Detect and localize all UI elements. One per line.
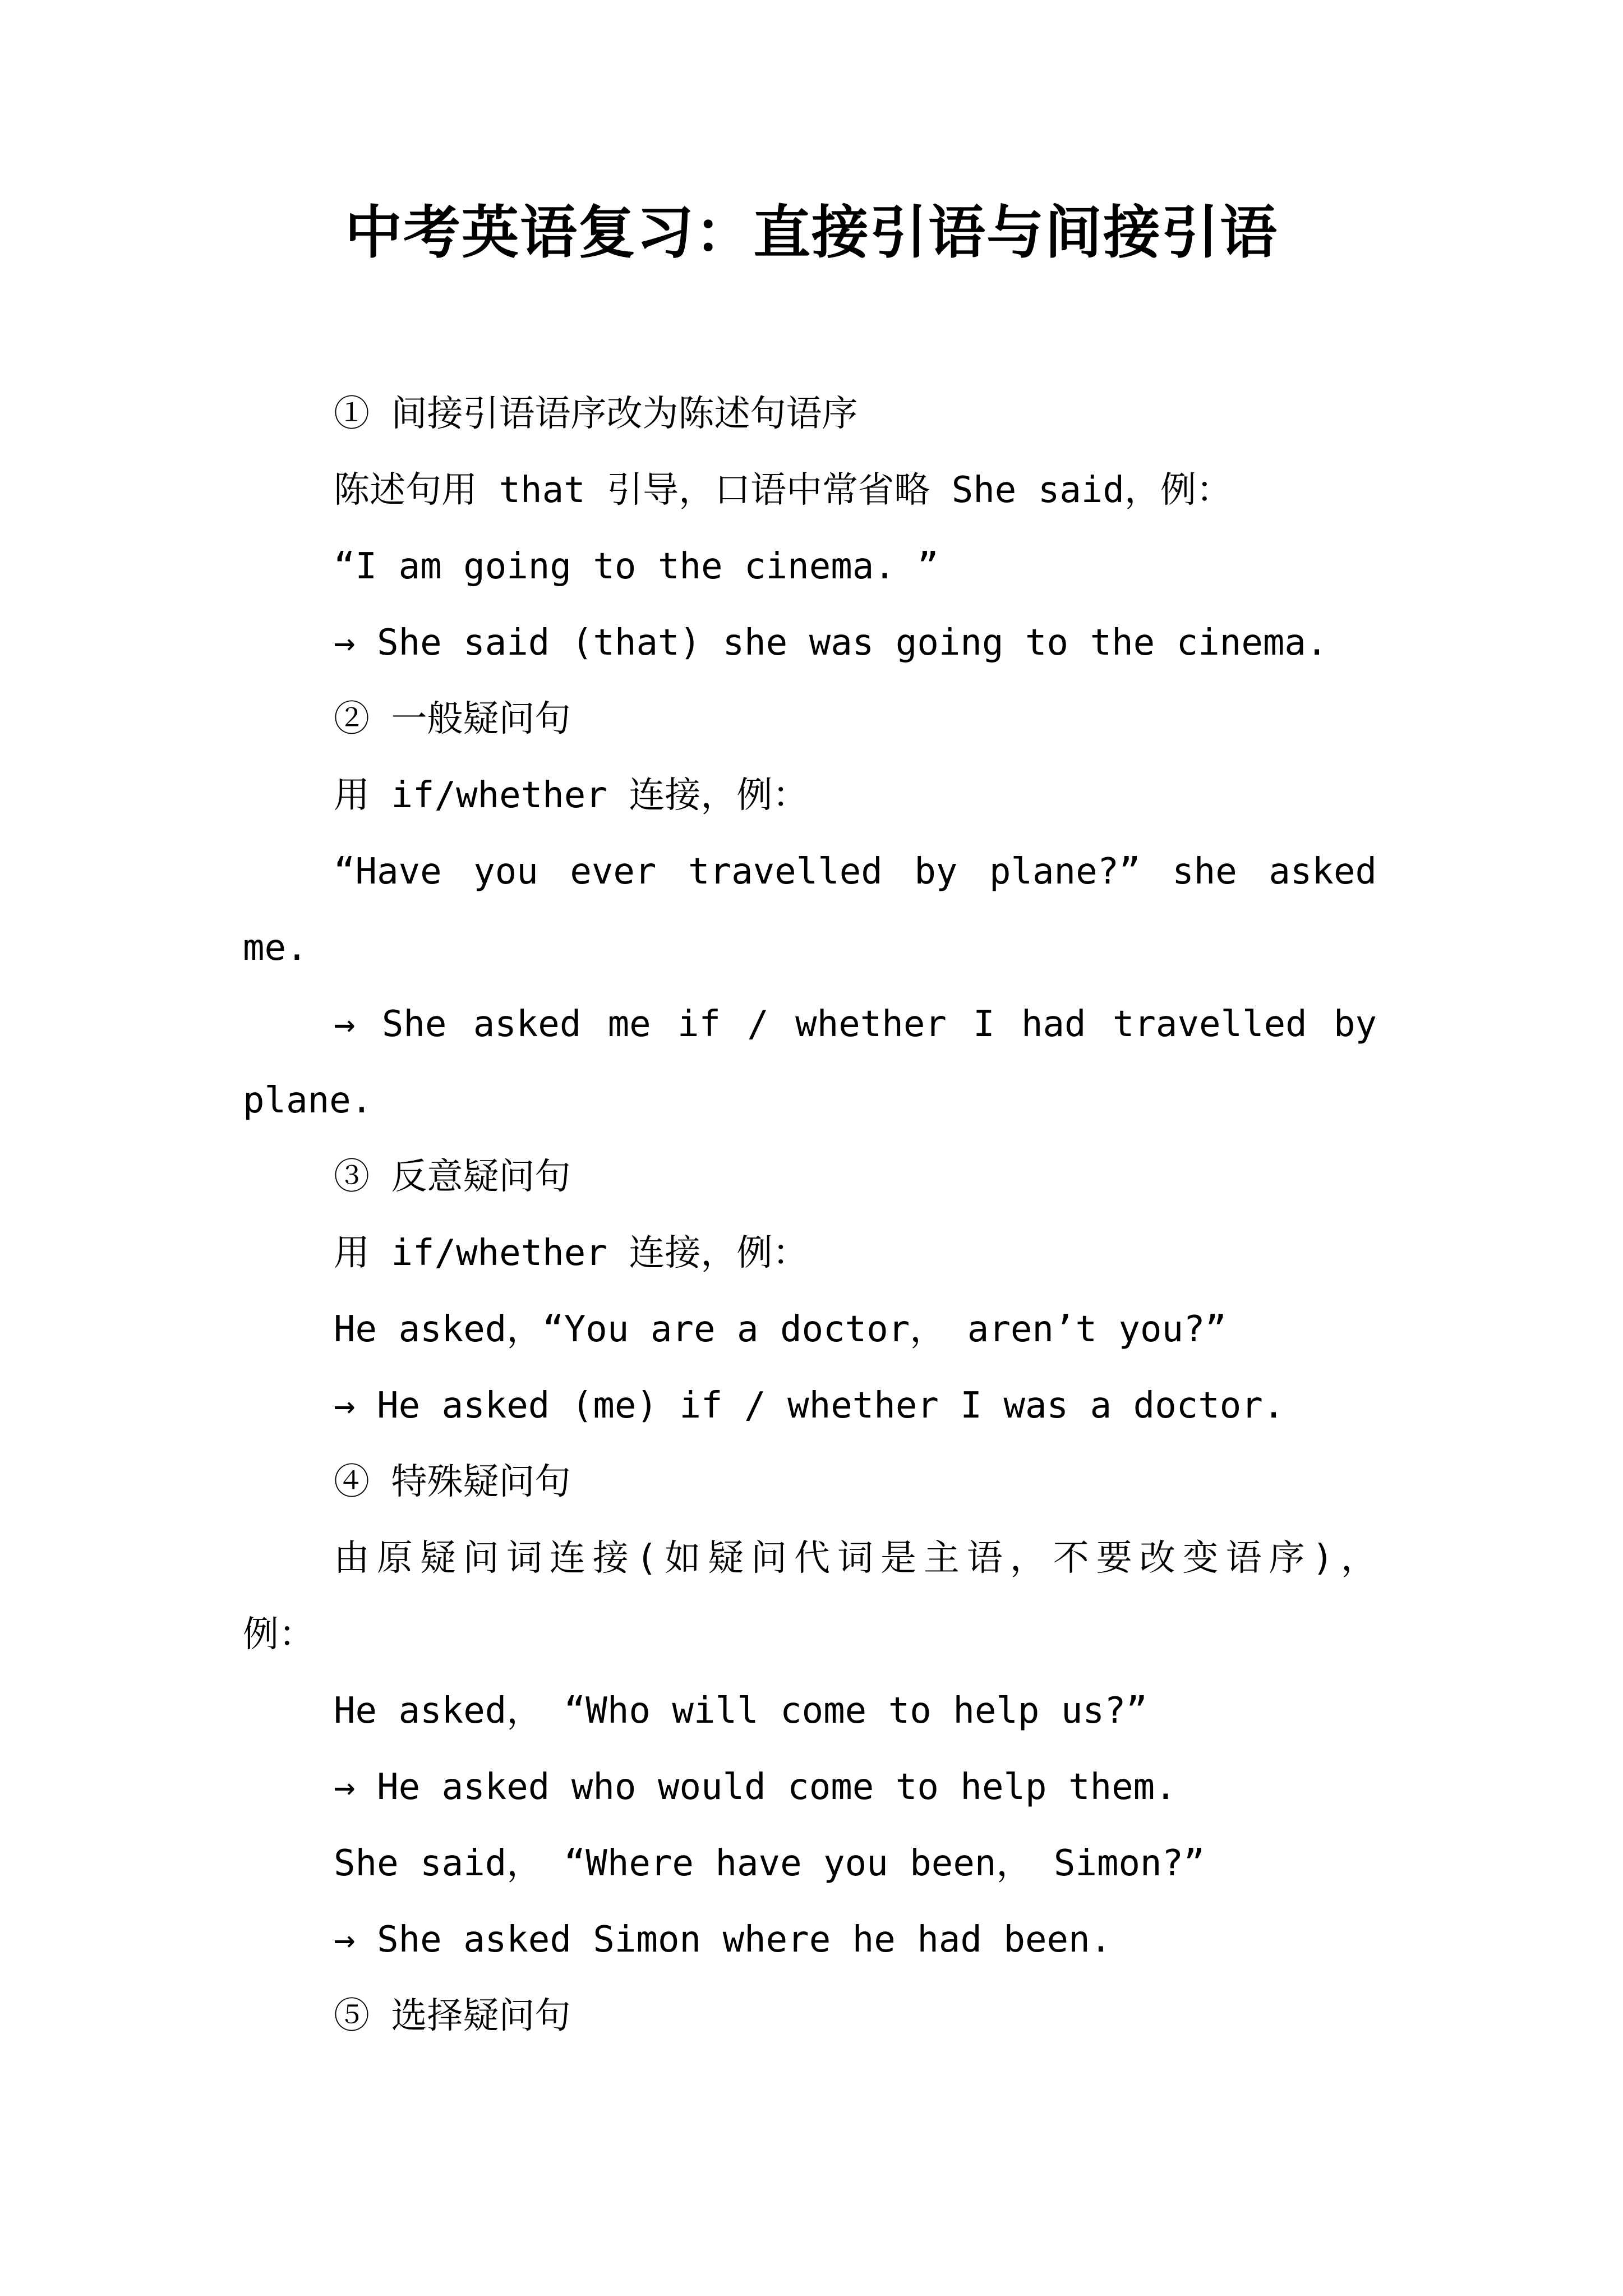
example-quote: She said， “Where have you been， Simon?” <box>334 1843 1205 1884</box>
example-answer: → He asked who would come to help them. <box>334 1766 1177 1808</box>
section-heading-3: ③ 反意疑问句 <box>334 1156 571 1198</box>
section-heading-2: ② 一般疑问句 <box>334 698 571 740</box>
text-line: 用 if/whether 连接，例： <box>334 1232 809 1274</box>
example-answer-continued: plane. <box>243 1080 373 1121</box>
example-answer: → She said (that) she was going to the cinema. <box>334 622 1328 664</box>
text-line: 用 if/whether 连接，例： <box>334 775 809 816</box>
text-line: 陈述句用 that 引导，口语中常省略 She said，例： <box>334 470 1232 511</box>
example-quote: He asked，“You are a doctor， aren’t you?” <box>334 1309 1227 1350</box>
page-title: 中考英语复习：直接引语与间接引语 <box>345 199 1278 266</box>
section-heading-1: ① 间接引语语序改为陈述句语序 <box>334 393 858 435</box>
example-answer: → She asked me if / whether I had travelled by <box>334 1004 1377 1045</box>
example-quote: He asked， “Who will come to help us?” <box>334 1690 1148 1732</box>
section-heading-5: ⑤ 选择疑问句 <box>334 1995 571 2037</box>
example-quote: “I am going to the cinema. ” <box>334 546 939 587</box>
example-quote: “Have you ever travelled by plane?” she asked <box>334 851 1377 892</box>
text-line: 由原疑问词连接(如疑问代词是主语，不要改变语序)， <box>334 1538 1377 1579</box>
section-heading-4: ④ 特殊疑问句 <box>334 1461 571 1503</box>
example-answer: → She asked Simon where he had been. <box>334 1919 1112 1961</box>
text-line-continued: 例： <box>243 1614 315 1655</box>
example-quote-continued: me. <box>243 927 308 969</box>
example-answer: → He asked (me) if / whether I was a doctor. <box>334 1385 1285 1427</box>
